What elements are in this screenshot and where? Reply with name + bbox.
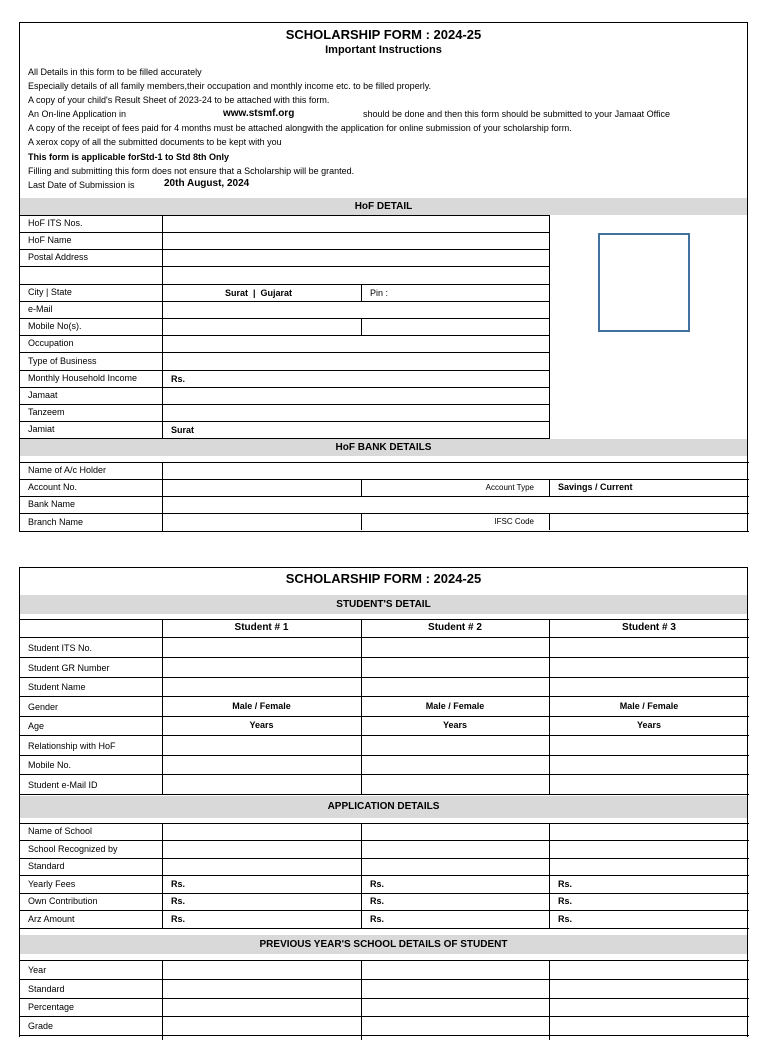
application-field-input[interactable]: Rs.	[558, 913, 573, 924]
application-field-label: Standard	[28, 861, 65, 871]
previous-year-field-label: Grade	[28, 1020, 54, 1031]
instruction-9: Last Date of Submission is	[28, 180, 135, 190]
application-field-input[interactable]: Rs.	[171, 913, 186, 924]
student-1-column-header: Student # 1	[234, 622, 289, 633]
city-state-value: Surat | Gujarat	[225, 288, 293, 298]
previous-year-field-label: Percentage	[28, 1002, 75, 1012]
hof-field-input[interactable]	[163, 215, 549, 232]
student-field-input[interactable]	[162, 775, 361, 794]
hof-field-input[interactable]	[163, 387, 549, 404]
previous-year-field-label: Standard	[28, 983, 65, 994]
previous-year-field-input[interactable]	[549, 981, 749, 998]
hof-field-input[interactable]	[163, 353, 549, 370]
application-field-label: Yearly Fees	[28, 878, 76, 889]
hof-field-label: Type of Business	[28, 355, 97, 366]
column-divider	[162, 619, 163, 794]
column-divider	[162, 960, 163, 1040]
instructions-heading: Important Instructions	[325, 44, 442, 56]
row-divider	[20, 1035, 749, 1036]
form-title-2: SCHOLARSHIP FORM : 2024-25	[285, 571, 482, 586]
bank-field-label: Branch Name	[28, 516, 84, 527]
student-field-input[interactable]	[361, 638, 549, 657]
instruction-8: Filling and submitting this form does not ensure that a Scholarship will be granted.	[28, 166, 355, 176]
application-field-input[interactable]	[370, 823, 548, 840]
student-field-label: Relationship with HoF	[28, 740, 116, 751]
application-field-input[interactable]: Rs.	[171, 878, 186, 889]
student-field-label: Gender	[28, 701, 59, 712]
hof-field-label: City | State	[28, 286, 72, 297]
previous-year-field-input[interactable]	[549, 999, 749, 1016]
bank-field-input[interactable]	[163, 496, 360, 513]
student-field-input[interactable]	[361, 755, 549, 774]
student-field-input[interactable]	[361, 775, 549, 794]
account-type-label: Account Type	[485, 483, 534, 492]
row-divider	[20, 928, 749, 929]
bank-row-divider	[20, 496, 749, 497]
student-field-label: Student ITS No.	[28, 643, 93, 653]
student-field-input[interactable]	[549, 638, 749, 657]
hof-field-input[interactable]	[163, 267, 549, 284]
hof-field-input[interactable]	[163, 370, 549, 387]
instruction-5: A copy of the receipt of fees paid for 4 months must be attached alongwith the application for online submission of your scholarship form.	[28, 123, 572, 133]
hof-field-input[interactable]	[163, 301, 549, 318]
previous-year-field-input[interactable]	[361, 962, 549, 979]
photo-placeholder[interactable]	[598, 233, 690, 332]
previous-year-field-input[interactable]	[162, 999, 361, 1016]
student-field-input[interactable]	[361, 736, 549, 755]
previous-year-field-input[interactable]	[162, 962, 361, 979]
application-field-input[interactable]: Rs.	[558, 878, 573, 889]
student-field-input[interactable]	[549, 677, 749, 696]
students-detail-header: STUDENT'S DETAIL	[20, 595, 747, 614]
student-field-input[interactable]	[549, 775, 749, 794]
instruction-4: An On-line Application in	[28, 109, 127, 119]
student-field-input[interactable]	[549, 755, 749, 774]
bank-field-label: Name of A/c Holder	[28, 465, 107, 475]
student-field-input[interactable]: Years	[442, 720, 468, 730]
hof-field-label: Jamaat	[28, 390, 58, 400]
application-field-input[interactable]	[171, 841, 360, 858]
previous-year-field-input[interactable]	[162, 981, 361, 998]
form-page-2	[19, 567, 748, 1037]
instruction-7: This form is applicable forStd-1 to Std 8th Only	[28, 152, 230, 162]
previous-year-header: PREVIOUS YEAR'S SCHOOL DETAILS OF STUDENT	[20, 935, 747, 954]
application-field-input[interactable]	[558, 858, 748, 875]
bank-field-input[interactable]	[163, 514, 360, 531]
bank-field-input[interactable]	[163, 479, 360, 496]
hof-field-label: HoF Name	[28, 235, 72, 246]
student-field-label: Student GR Number	[28, 662, 110, 673]
hof-field-input[interactable]	[163, 421, 549, 438]
student-field-label: Mobile No.	[28, 760, 72, 770]
account-type-value[interactable]: Savings / Current	[558, 482, 633, 492]
hof-field-input[interactable]	[163, 249, 549, 266]
instruction-3: A copy of your child's Result Sheet of 2023-24 to be attached with this form.	[28, 95, 330, 105]
instruction-1: All Details in this form to be filled accurately	[28, 67, 202, 77]
application-details-header: APPLICATION DETAILS	[20, 796, 747, 818]
student-field-label: Student e-Mail ID	[28, 779, 98, 790]
hof-field-label: Occupation	[28, 338, 74, 349]
application-field-input[interactable]	[558, 823, 748, 840]
hof-field-input[interactable]	[163, 318, 549, 335]
student-field-input[interactable]	[361, 658, 549, 677]
student-field-input[interactable]	[549, 736, 749, 755]
application-field-input[interactable]: Rs.	[558, 896, 573, 906]
hof-field-input[interactable]	[163, 404, 549, 421]
student-field-input[interactable]	[162, 736, 361, 755]
column-divider	[549, 823, 550, 928]
student-2-column-header: Student # 2	[428, 622, 482, 633]
previous-year-field-input[interactable]	[549, 962, 749, 979]
student-field-input[interactable]	[162, 658, 361, 677]
student-field-input[interactable]: Male / Female	[425, 700, 485, 711]
student-field-input[interactable]: Male / Female	[232, 700, 291, 711]
application-field-input[interactable]: Rs.	[370, 878, 385, 889]
hof-field-label: e-Mail	[28, 304, 53, 314]
student-field-label: Age	[28, 721, 45, 731]
application-field-input[interactable]: Rs.	[370, 913, 385, 924]
previous-year-field-input[interactable]	[361, 1018, 549, 1035]
application-field-input[interactable]	[370, 841, 548, 858]
column-divider	[162, 823, 163, 928]
application-field-input[interactable]	[558, 841, 748, 858]
application-field-label: Arz Amount	[28, 913, 75, 924]
application-field-label: Name of School	[28, 826, 93, 836]
bank-field-label: Bank Name	[28, 499, 76, 510]
hof-field-label: Postal Address	[28, 252, 89, 263]
column-divider	[361, 619, 362, 794]
column-divider	[549, 619, 550, 794]
student-field-label: Student Name	[28, 682, 86, 692]
instruction-2: Especially details of all family members,their occupation and monthly income etc. to be filled properly.	[28, 81, 432, 91]
application-field-label: School Recognized by	[28, 843, 118, 854]
previous-year-field-label: Year	[28, 965, 47, 975]
jamiat-value: Surat	[171, 425, 195, 435]
bank-details-header: HoF BANK DETAILS	[20, 439, 747, 456]
website-link[interactable]: www.stsmf.org	[223, 108, 295, 119]
hof-detail-header: HoF DETAIL	[20, 198, 747, 215]
table-border	[20, 960, 749, 961]
instruction-6: A xerox copy of all the submitted documents to be kept with you	[28, 137, 282, 147]
hof-field-input[interactable]	[163, 284, 549, 301]
pin-label: Pin :	[370, 288, 389, 298]
application-field-input[interactable]	[171, 823, 360, 840]
row-divider	[20, 794, 749, 795]
bank-field-input[interactable]	[163, 462, 360, 479]
ifsc-label: IFSC Code	[494, 517, 534, 526]
form-title: SCHOLARSHIP FORM : 2024-25	[285, 27, 482, 42]
previous-year-field-input[interactable]	[361, 999, 549, 1016]
previous-year-field-input[interactable]	[162, 1018, 361, 1035]
student-field-input[interactable]: Years	[249, 720, 274, 730]
student-field-input[interactable]: Male / Female	[619, 700, 679, 711]
hof-field-input[interactable]	[163, 232, 549, 249]
hof-field-input[interactable]	[163, 335, 549, 352]
column-divider	[361, 960, 362, 1040]
application-field-input[interactable]: Rs.	[171, 896, 186, 906]
column-divider	[361, 823, 362, 928]
hof-field-label: Tanzeem	[28, 407, 65, 418]
hof-field-label: Mobile No(s).	[28, 321, 82, 332]
bank-row-divider	[20, 531, 749, 532]
form-page-1	[19, 22, 748, 532]
hof-field-label: Monthly Household Income	[28, 372, 138, 383]
student-3-column-header: Student # 3	[622, 622, 676, 633]
income-prefix: Rs.	[171, 374, 186, 384]
student-field-input[interactable]	[361, 677, 549, 696]
last-date-value: 20th August, 2024	[164, 178, 250, 189]
student-field-input[interactable]: Years	[636, 720, 662, 730]
hof-field-label: HoF ITS Nos.	[28, 218, 83, 228]
student-field-input[interactable]	[162, 677, 361, 696]
student-field-input[interactable]	[549, 658, 749, 677]
bank-field-label: Account No.	[28, 482, 78, 493]
column-divider	[549, 960, 550, 1040]
student-field-input[interactable]	[162, 638, 361, 657]
application-field-input[interactable]	[171, 858, 360, 875]
application-field-input[interactable]	[370, 858, 548, 875]
application-field-label: Own Contribution	[28, 896, 98, 906]
hof-field-label: Jamiat	[28, 424, 55, 435]
previous-year-field-input[interactable]	[361, 981, 549, 998]
application-field-input[interactable]: Rs.	[370, 896, 385, 906]
previous-year-field-input[interactable]	[549, 1018, 749, 1035]
student-field-input[interactable]	[162, 755, 361, 774]
online-suffix: should be done and then this form should be submitted to your Jamaat Office	[363, 109, 671, 119]
